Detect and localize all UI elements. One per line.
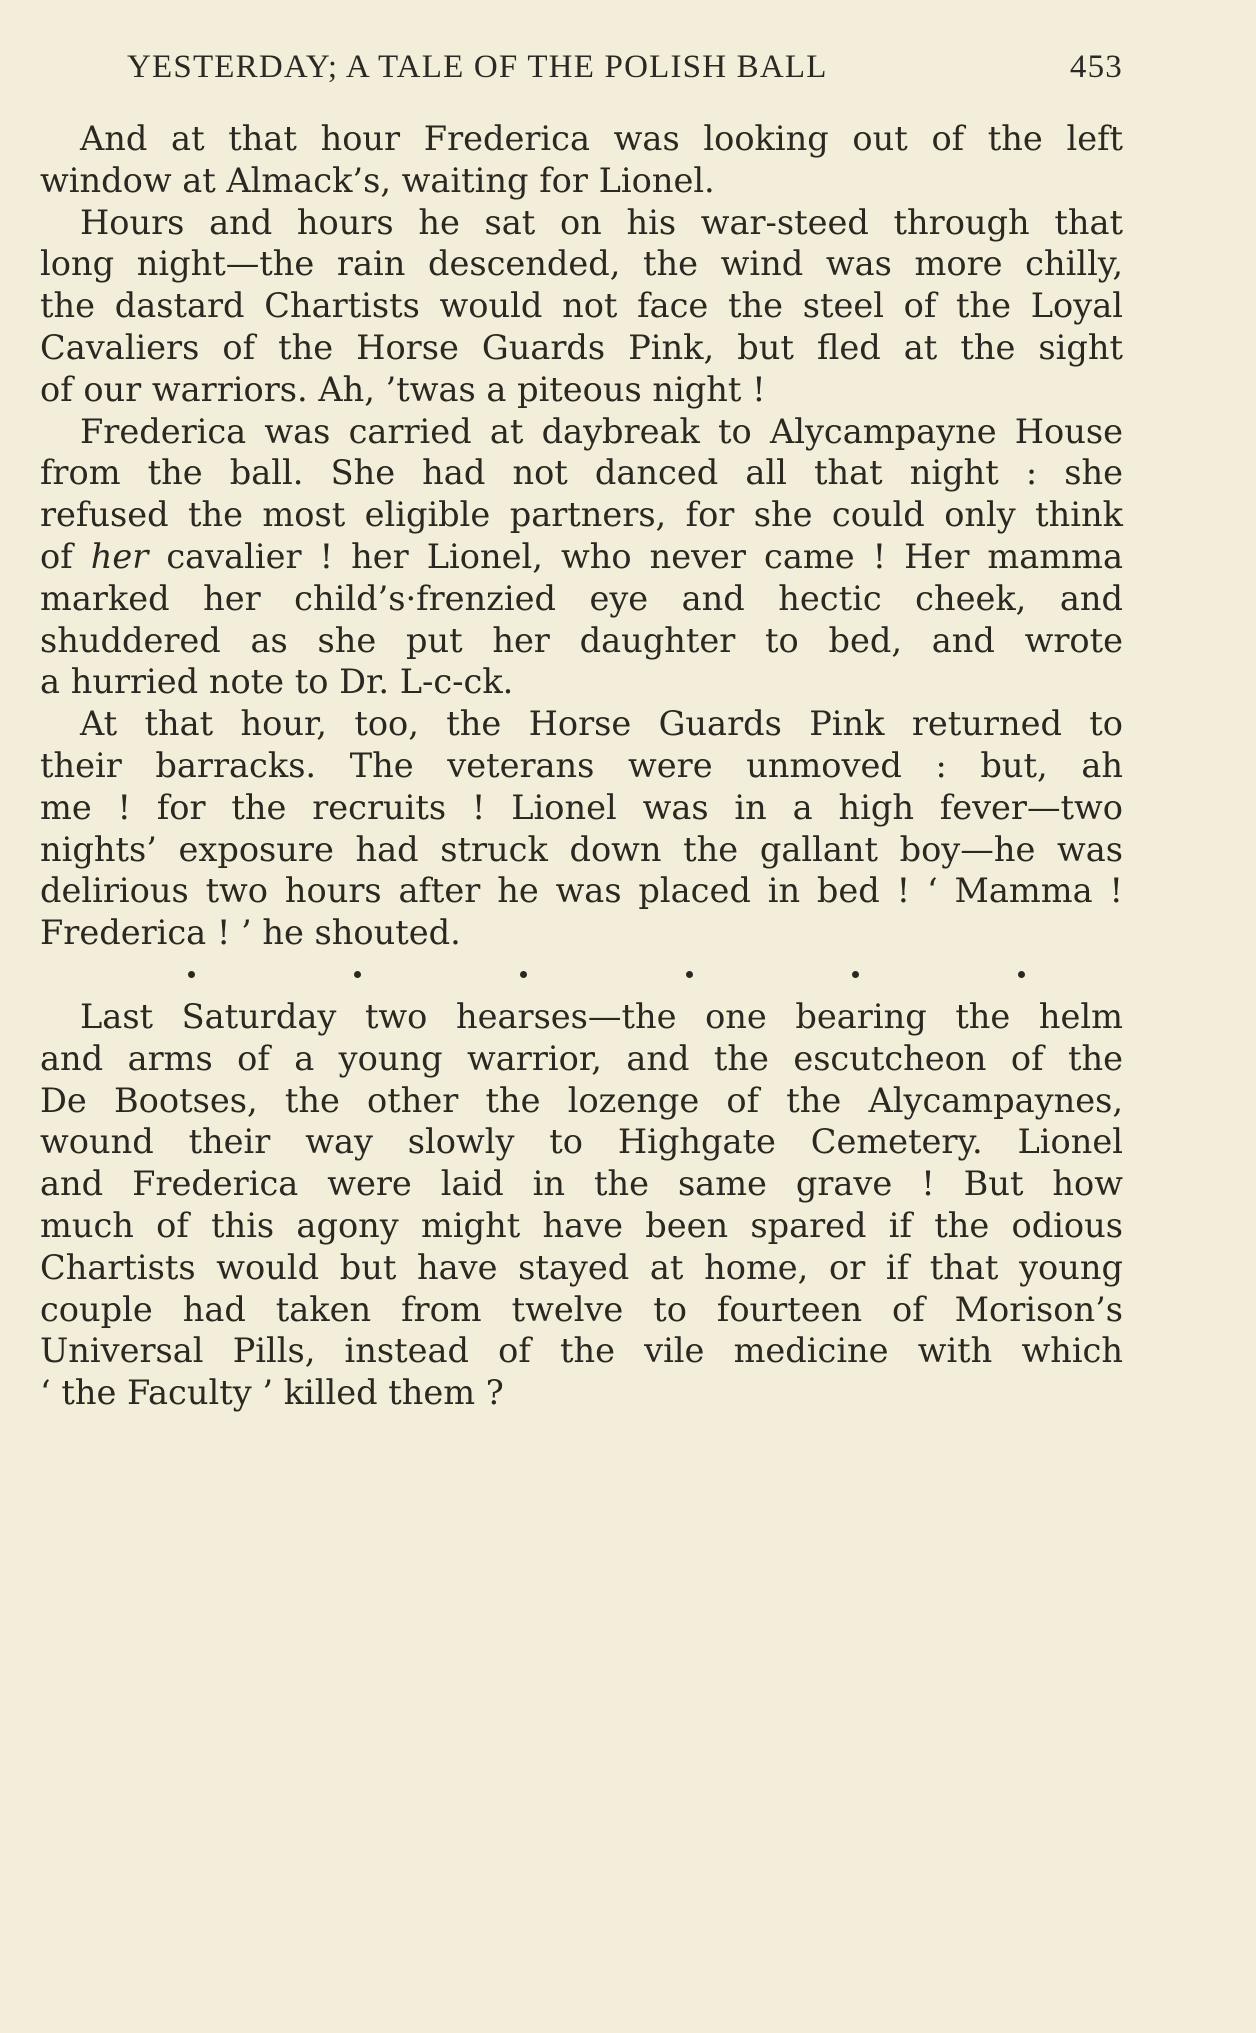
text-line: me ! for the recruits ! Lionel was in a high fever—two [40, 787, 1123, 827]
paragraph-4 [40, 703, 1123, 954]
text-line [40, 536, 1123, 578]
ellipsis-dot [686, 971, 693, 978]
text-line: ‘ the Faculty ’ killed them ? [40, 1373, 504, 1413]
italic-word: her [90, 536, 149, 576]
text-line: of our warriors. Ah, ’twas a piteous night ! [40, 369, 766, 409]
text-line: delirious two hours after he was placed in bed ! ‘ Mamma ! [40, 871, 1123, 911]
text-line: Frederica was carried at daybreak to Alycampayne House [80, 411, 1123, 451]
text-line: Hours and hours he sat on his war-steed through that [80, 202, 1123, 242]
text-line: At that hour, too, the Horse Guards Pink returned to [80, 704, 1123, 744]
running-title: YESTERDAY; A TALE OF THE POLISH BALL [127, 48, 828, 85]
text-line: and arms of a young warrior, and the escutcheon of the [40, 1038, 1123, 1078]
text-line: wound their way slowly to Highgate Cemetery. Lionel [40, 1122, 1123, 1162]
text-line: a hurried note to Dr. L-c-ck. [40, 662, 514, 702]
text-line: refused the most eligible partners, for she could only think [40, 495, 1123, 535]
text-line: and Frederica were laid in the same grave ! But how [40, 1164, 1123, 1204]
text-fragment: cavalier ! her Lionel, who never came ! Her mamma [148, 536, 1123, 576]
text-line: Cavaliers of the Horse Guards Pink, but fled at the sight [40, 327, 1123, 367]
section-break [40, 954, 1123, 996]
text-line: And at that hour Frederica was looking out of the left [80, 119, 1123, 158]
text-line: Frederica ! ’ he shouted. [40, 913, 461, 953]
text-fragment: of [40, 536, 91, 576]
body-text [40, 118, 1123, 1414]
text-line: much of this agony might have been spared if the odious [40, 1205, 1123, 1245]
ellipsis-dot [1018, 971, 1025, 978]
paragraph-1 [40, 118, 1123, 202]
text-line: from the ball. She had not danced all that night : she [40, 453, 1123, 493]
text-line: their barracks. The veterans were unmoved : but, ah [40, 745, 1123, 785]
text-line: Chartists would but have stayed at home, or if that young [40, 1247, 1123, 1287]
text-line: couple had taken from twelve to fourteen of Morison’s [40, 1289, 1123, 1329]
paragraph-3 [40, 411, 1123, 704]
running-head [127, 46, 1123, 88]
page-number: 453 [1069, 48, 1123, 85]
text-line: shuddered as she put her daughter to bed, and wrote [40, 620, 1123, 660]
text-line: nights’ exposure had struck down the gallant boy—he was [40, 829, 1123, 869]
paragraph-2 [40, 202, 1123, 411]
ellipsis-dot [852, 971, 859, 978]
text-line: Universal Pills, instead of the vile medicine with which [40, 1331, 1123, 1371]
text-line: De Bootses, the other the lozenge of the Alycampaynes, [40, 1080, 1123, 1120]
text-line: marked her child’s·frenzied eye and hectic cheek, and [40, 578, 1123, 618]
text-line: the dastard Chartists would not face the steel of the Loyal [40, 286, 1123, 326]
ellipsis-dot [354, 971, 361, 978]
paragraph-5 [40, 996, 1123, 1414]
ellipsis-dot [188, 971, 195, 978]
text-line: Last Saturday two hearses—the one bearing the helm [80, 996, 1123, 1036]
text-line: long night—the rain descended, the wind was more chilly, [40, 244, 1123, 284]
ellipsis-dot [520, 971, 527, 978]
text-line: window at Almack’s, waiting for Lionel. [40, 160, 715, 200]
